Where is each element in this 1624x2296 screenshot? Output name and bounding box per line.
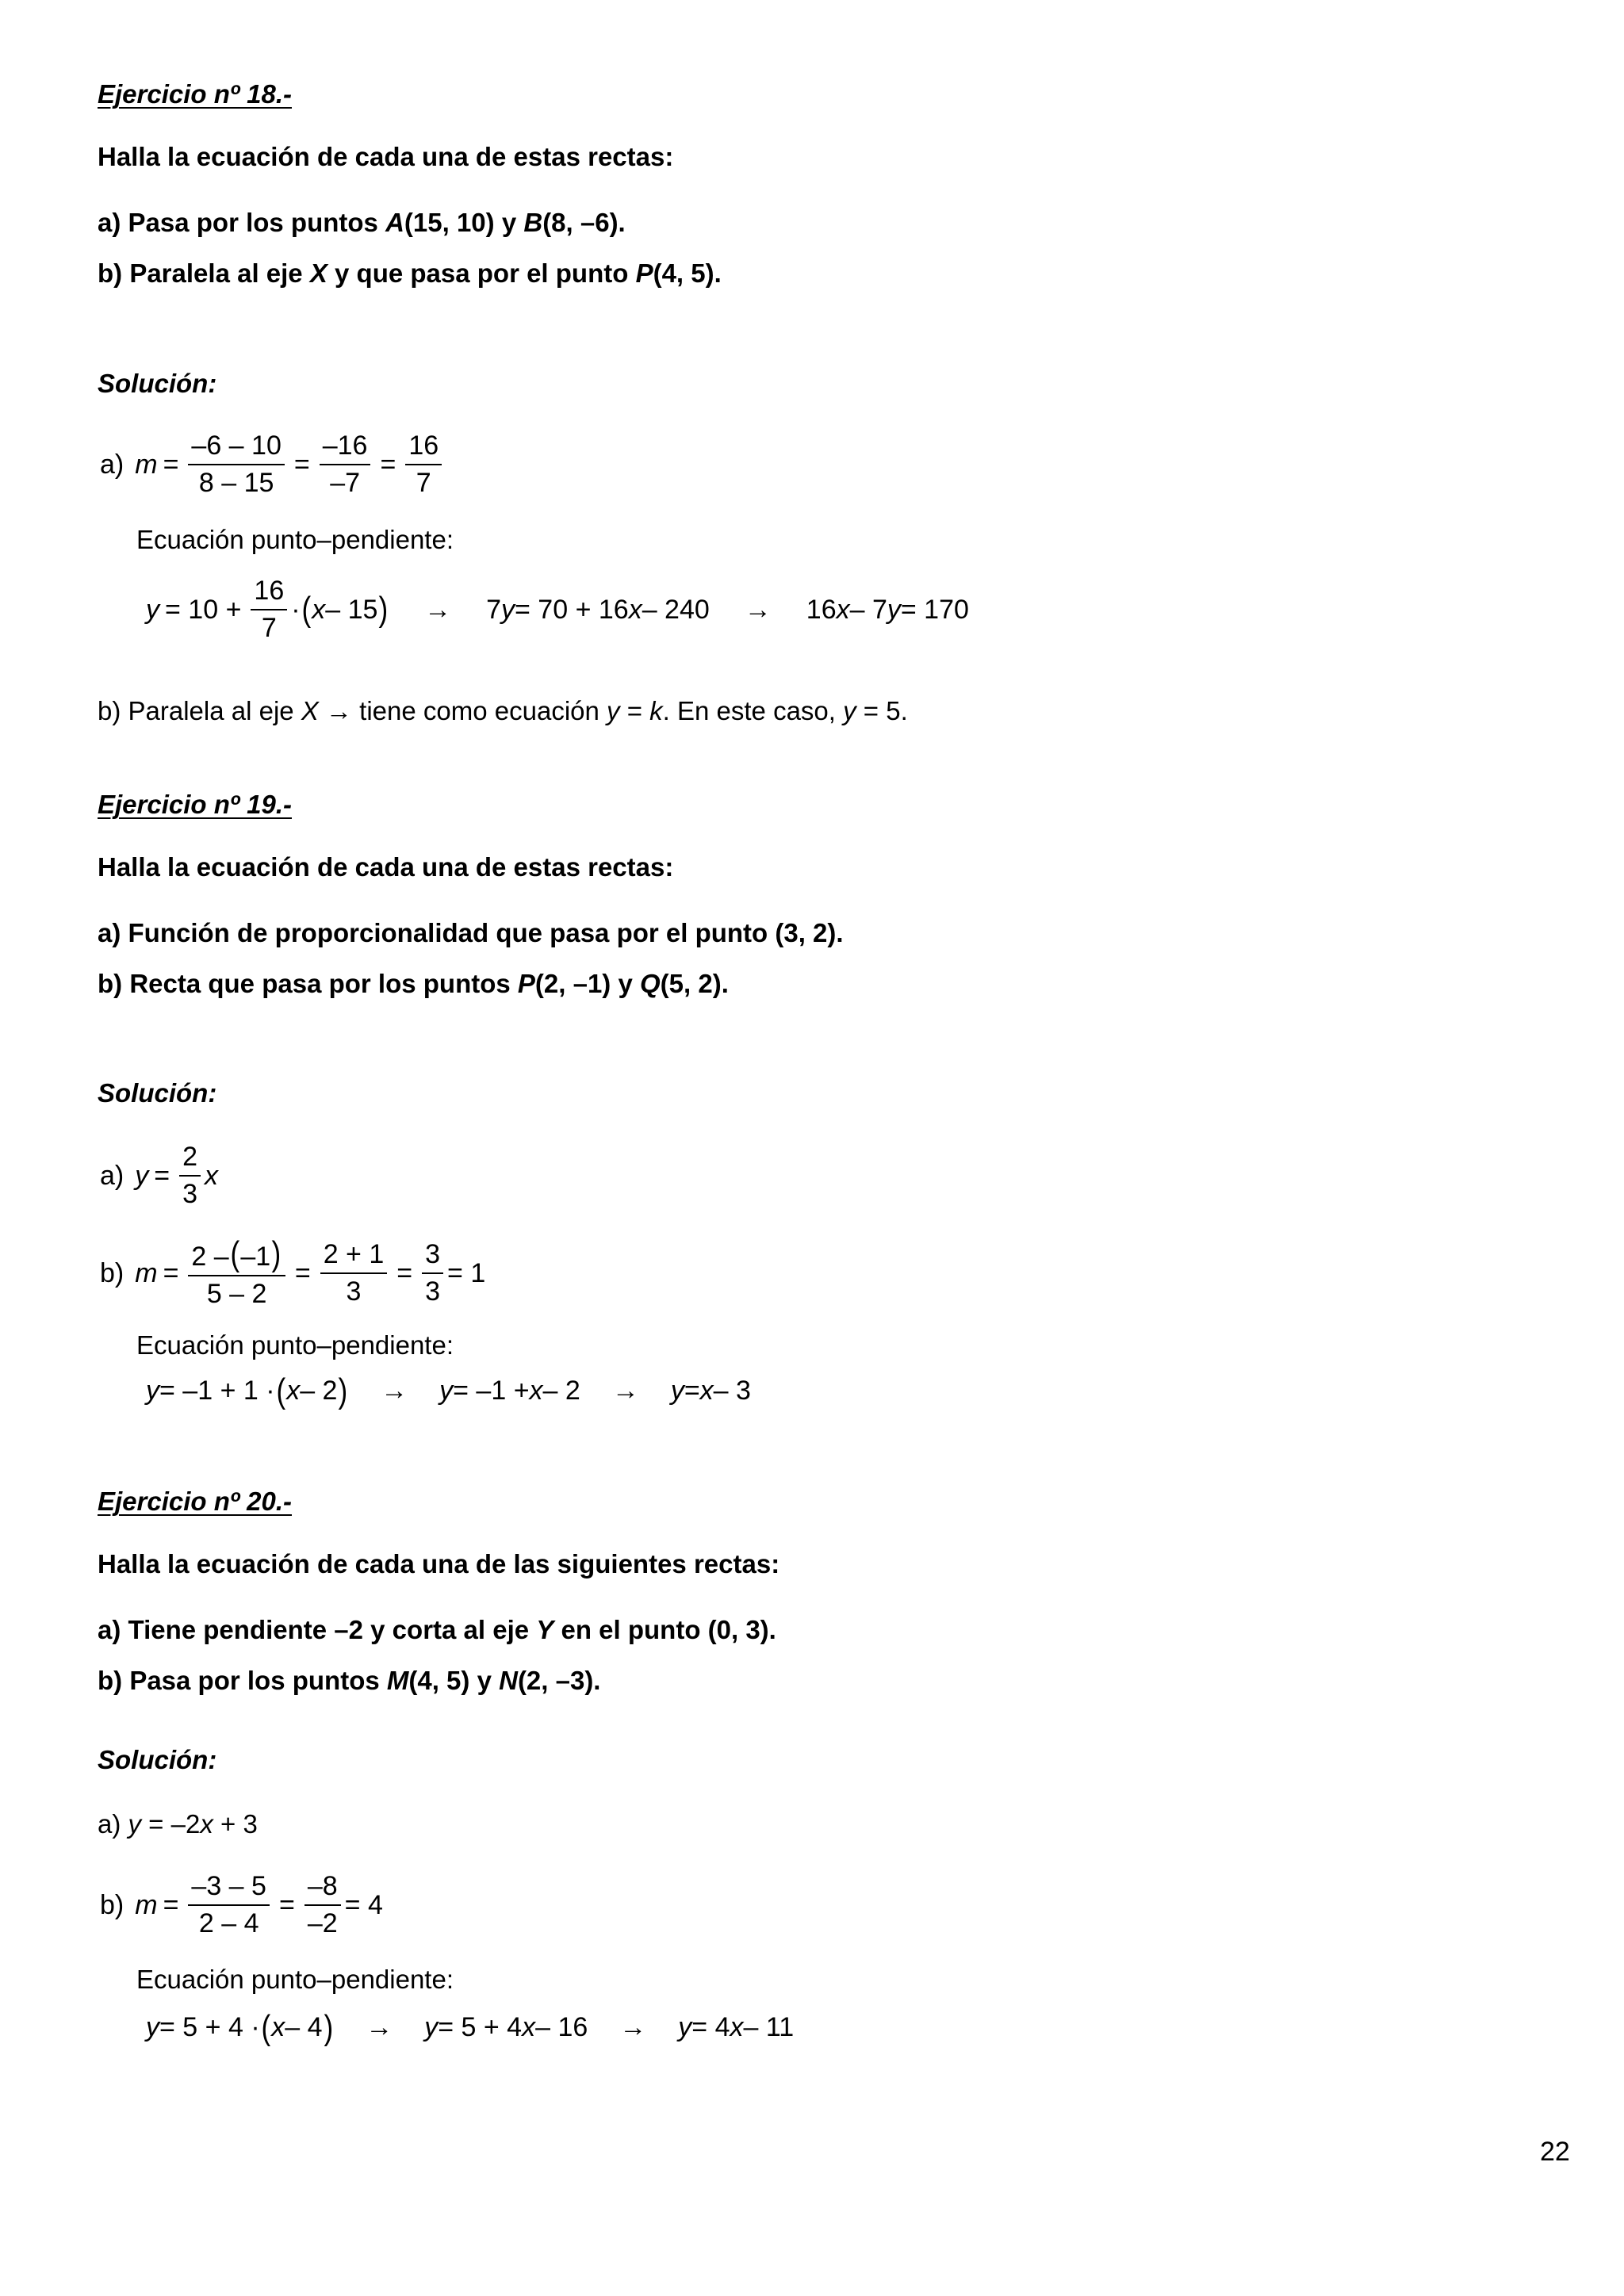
fraction: $\frac{-3 - 5}{2 - 4}$	[188, 1873, 270, 1938]
exercise-20-heading: Ejercicio nº 20.-	[98, 1487, 292, 1516]
fraction: $\frac{-6 - 10}{8 - 15}$	[188, 432, 284, 497]
fraction: $\frac{16}{7}$	[405, 432, 442, 497]
exercise-19-solution-a: a) y = $\frac{2}{3}$ x	[100, 1142, 219, 1209]
exercise-19-solution-label: Solución:	[98, 1078, 217, 1108]
fraction: $\frac{2 -(-1)}{5 - 2}$	[188, 1238, 285, 1308]
exercise-19-heading: Ejercicio nº 19.-	[98, 790, 292, 819]
fraction: $\frac{-8}{-2}$	[304, 1873, 341, 1938]
exercise-19-statement: Halla la ecuación de cada una de estas rectas:	[98, 852, 674, 882]
fraction: $\frac{-16}{-7}$	[320, 432, 371, 497]
exercise-19-point-slope-label: Ecuación punto–pendiente:	[136, 1330, 454, 1360]
fraction: $\frac{3}{3}$	[422, 1241, 443, 1306]
exercise-18-solution-label: Solución:	[98, 369, 217, 398]
exercise-20-solution-b-slope: b) m = $\frac{-3 - 5}{2 - 4}$ = $\frac{-8}{-2}$ = 4	[100, 1871, 383, 1938]
exercise-18-solution-b: b) Paralela al eje X → tiene como ecuación y = k. En este caso, y = 5.	[98, 696, 908, 725]
exercise-20-solution-b-equation: y = 5 + 4 · ( x – 4 ) → y = 5 + 4 x – 16 → y = 4 x – 11	[146, 2008, 795, 2047]
exercise-20-solution-a: a) y = –2x + 3	[98, 1809, 258, 1839]
exercise-18-statement: Halla la ecuación de cada una de estas rectas:	[98, 142, 674, 171]
exercise-19-item-b: b) Recta que pasa por los puntos P(2, –1) y Q(5, 2).	[98, 969, 729, 998]
fraction: $\frac{2}{3}$	[179, 1143, 201, 1208]
exercise-18-point-slope-label: Ecuación punto–pendiente:	[136, 525, 454, 554]
exercise-20-solution-label: Solución:	[98, 1745, 217, 1774]
exercise-20-item-b: b) Pasa por los puntos M(4, 5) y N(2, –3).	[98, 1666, 601, 1695]
exercise-18-item-a: a) Pasa por los puntos A(15, 10) y B(8, –6).	[98, 208, 626, 237]
exercise-18-solution-a-slope: a) m = $\frac{-6 - 10}{8 - 15}$ = $\frac{-16}{-7}$ = $\frac{16}{7}$	[100, 432, 446, 497]
fraction: $\frac{16}{7}$	[251, 577, 287, 642]
exercise-20-point-slope-label: Ecuación punto–pendiente:	[136, 1965, 454, 1994]
exercise-19-solution-b-equation: y = –1 + 1 · ( x – 2 ) → y = –1 + x – 2 → y = x – 3	[146, 1372, 751, 1410]
exercise-18-solution-a-equation: y = 10 + $\frac{16}{7}$ · ( x – 15 ) → 7 y = 70 + 16 x – 240 → 16 x – 7 y = 170	[146, 576, 969, 643]
exercise-20-item-a: a) Tiene pendiente –2 y corta al eje Y en el punto (0, 3).	[98, 1615, 776, 1644]
page-number: 22	[1540, 2137, 1570, 2167]
exercise-18-heading: Ejercicio nº 18.-	[98, 79, 292, 109]
fraction: $\frac{2 + 1}{3}$	[320, 1241, 388, 1306]
exercise-19-item-a: a) Función de proporcionalidad que pasa por el punto (3, 2).	[98, 918, 844, 947]
exercise-20-statement: Halla la ecuación de cada una de las siguientes rectas:	[98, 1549, 780, 1578]
exercise-18-item-b: b) Paralela al eje X y que pasa por el punto P(4, 5).	[98, 258, 722, 288]
exercise-19-solution-b-slope: b) m = $\frac{2 -(-1)}{5 - 2}$ = $\frac{2 + 1}{3}$ = $\frac{3}{3}$ = 1	[100, 1234, 486, 1309]
